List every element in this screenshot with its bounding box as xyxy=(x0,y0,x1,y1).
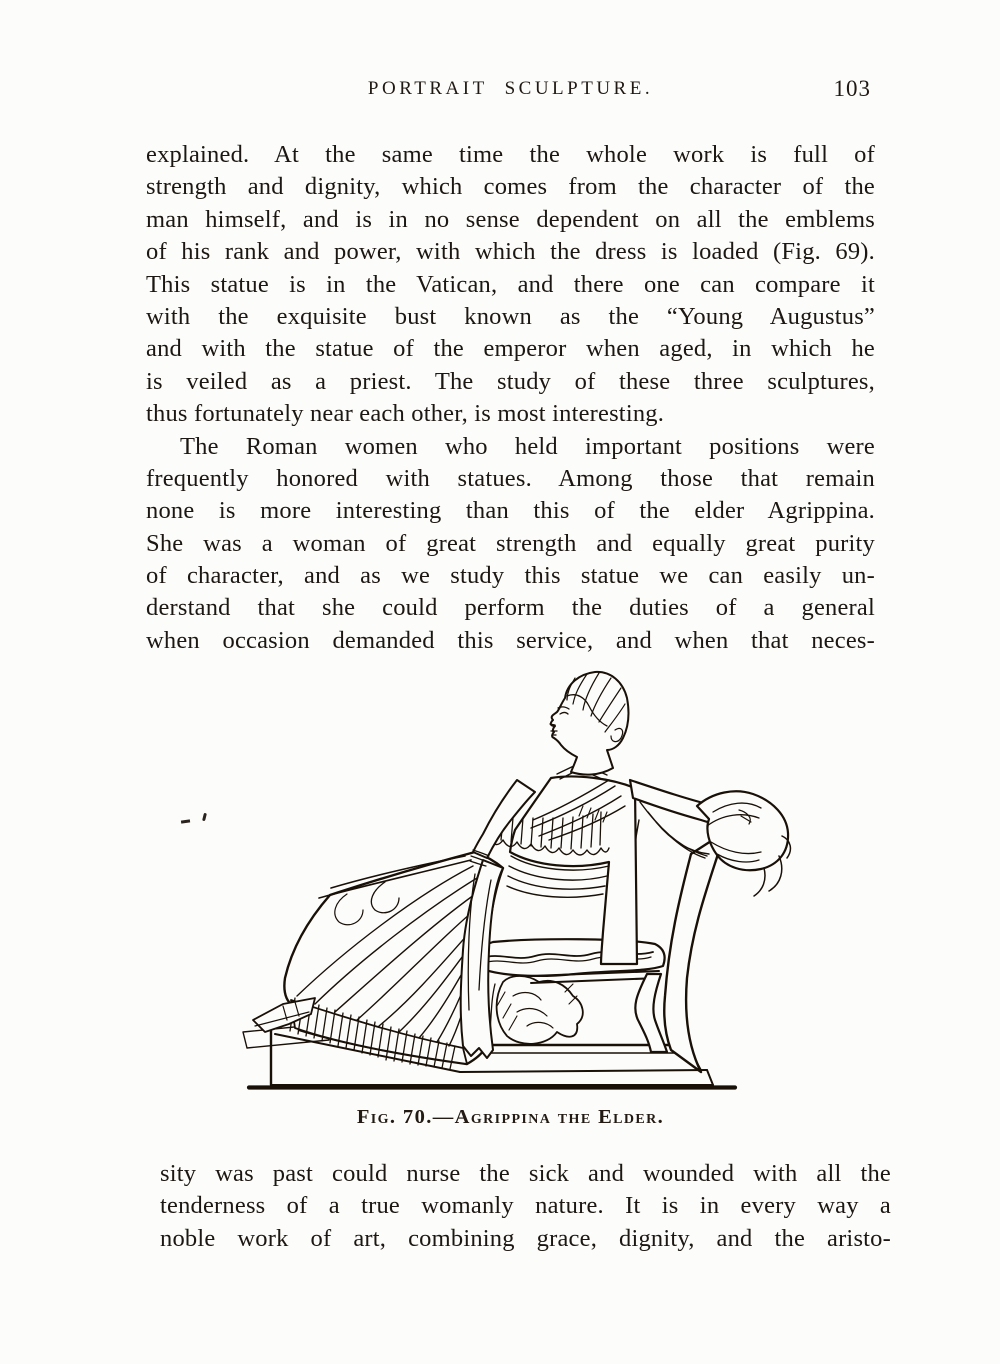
text-line: is veiled as a priest. The study of these three sculptures, xyxy=(146,367,875,395)
text-line: noble work of art, combining grace, dignity, and the aristo- xyxy=(160,1224,891,1252)
body-text-lower xyxy=(160,1158,891,1255)
text-line: The Roman women who held important positions were xyxy=(180,432,875,460)
page-header xyxy=(146,78,875,108)
text-line: This statue is in the Vatican, and there one can compare it xyxy=(146,270,875,298)
scan-speck xyxy=(202,813,207,821)
text-line: sity was past could nurse the sick and wounded with all the xyxy=(160,1160,891,1187)
text-line: of character, and as we study this statue we can easily un- xyxy=(146,562,875,590)
text-line: tenderness of a true womanly nature. It is in every way a xyxy=(160,1192,891,1220)
body-text-upper xyxy=(146,139,875,657)
text-line: explained. At the same time the whole work is full of xyxy=(146,141,875,168)
text-line: derstand that she could perform the duties of a general xyxy=(146,594,875,622)
text-line: and with the statue of the emperor when aged, in which he xyxy=(146,335,875,363)
scan-speck xyxy=(181,819,190,823)
agrippina-statue-illustration xyxy=(235,660,805,1100)
page-number: 103 xyxy=(833,76,871,101)
text-line: frequently honored with statues. Among those that remain xyxy=(146,464,875,492)
text-line: She was a woman of great strength and equally great purity xyxy=(146,529,875,557)
text-line: when occasion demanded this service, and when that neces- xyxy=(146,626,875,654)
text-line: none is more interesting than this of the elder Agrippina. xyxy=(146,497,875,525)
figure-caption: Fig. 70.—Agrippina the Elder. xyxy=(356,1106,665,1128)
text-line: of his rank and power, with which the dress is loaded (Fig. 69). xyxy=(146,238,875,266)
running-title: PORTRAIT SCULPTURE. xyxy=(367,78,654,99)
text-line: thus fortunately near each other, is most interesting. xyxy=(146,400,665,428)
text-line: strength and dignity, which comes from the character of the xyxy=(146,173,875,201)
text-line: man himself, and is in no sense dependent on all the emblems xyxy=(146,205,875,233)
text-line: with the exquisite bust known as the “Young Augustus” xyxy=(146,302,875,330)
